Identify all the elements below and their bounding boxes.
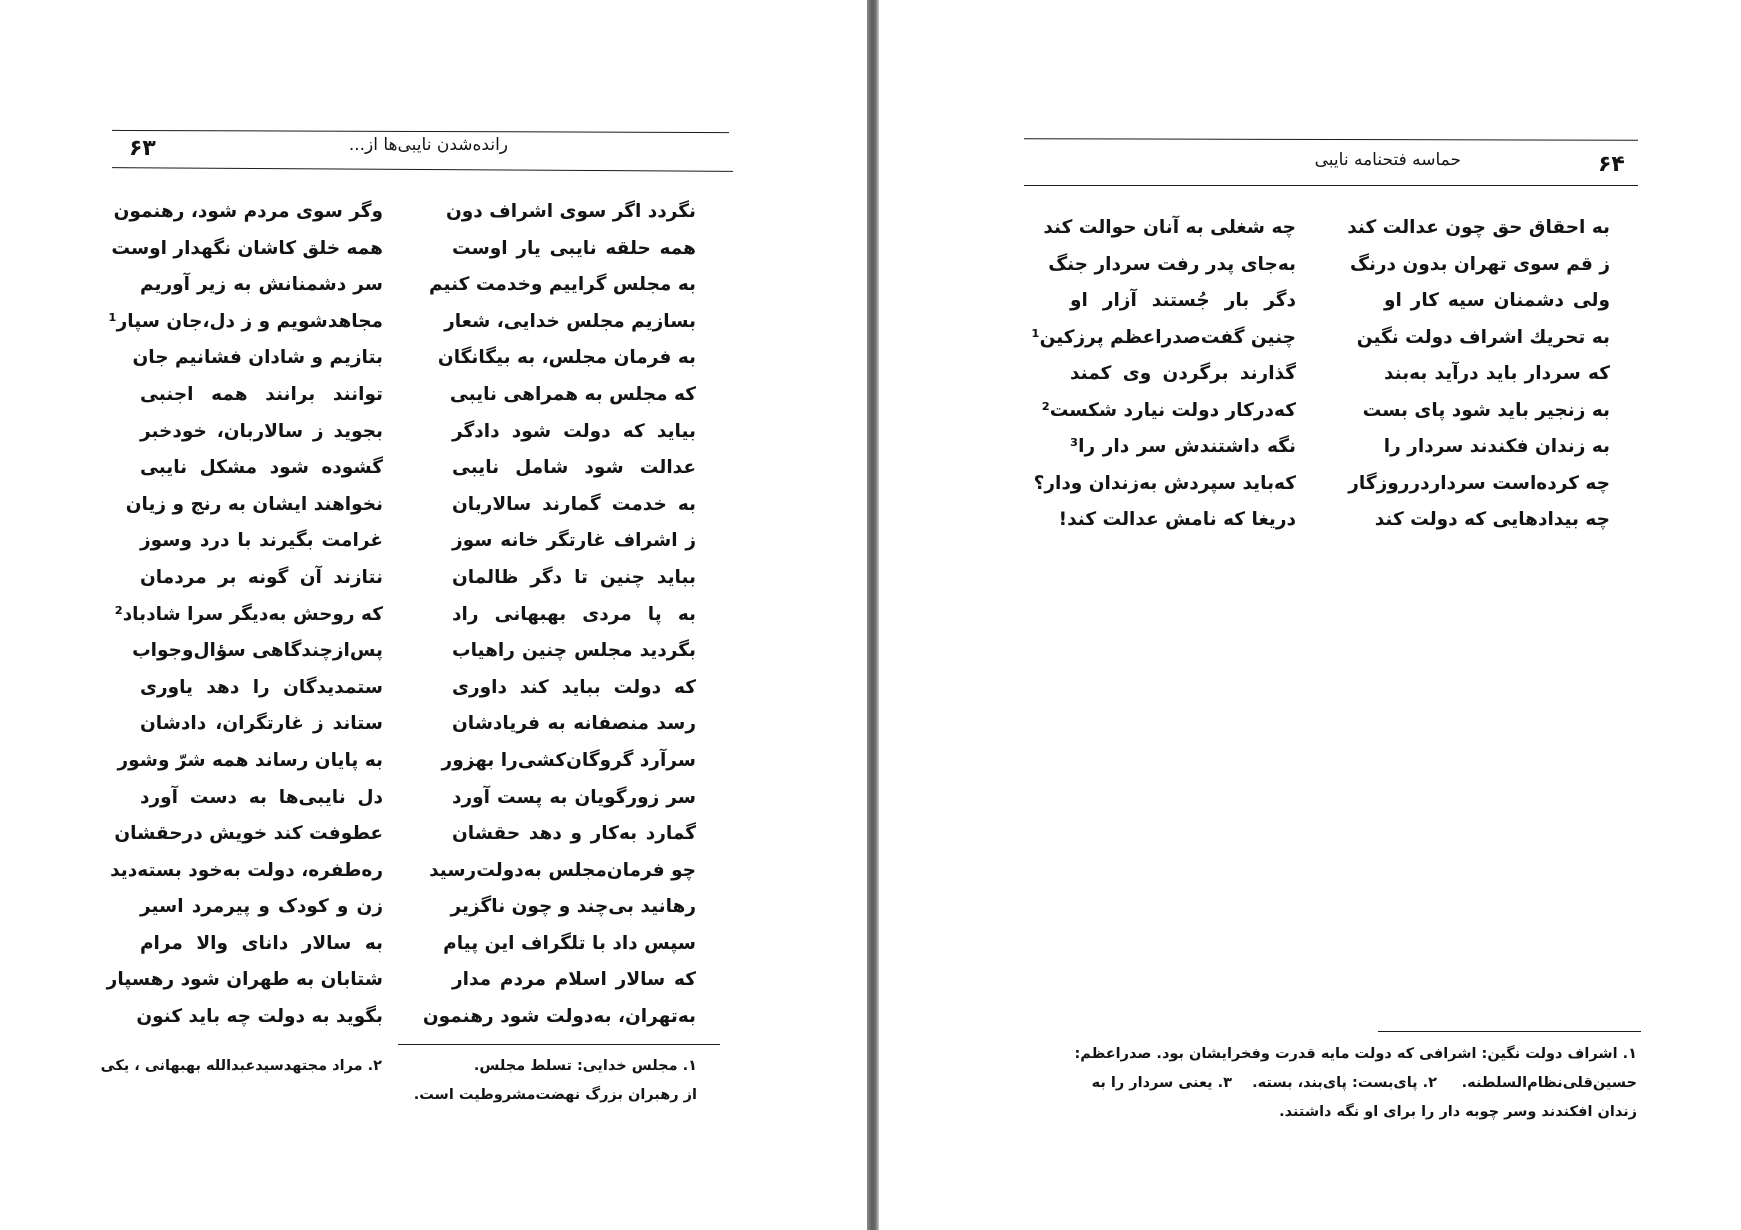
- verse-line: چنین گفت‌صدراعظم پرزکین¹: [1031, 326, 1296, 348]
- verse-line: به سالار دانای والا مرام: [140, 932, 383, 954]
- verse-line: که سردار باید درآید به‌بند: [1384, 363, 1610, 384]
- verse-line: عدالت شود شامل نایبی: [452, 457, 696, 479]
- verse-column-right: [422, 194, 696, 1036]
- verse-line: به‌جای پدر رفت سردار جنگ: [1048, 253, 1296, 275]
- page-number: ۶۴: [1598, 152, 1625, 177]
- verse-line: نتازند آن گونه بر مردمان: [140, 566, 383, 588]
- verse-line: ستاند ز غارتگران، دادشان: [140, 713, 383, 735]
- verse-line: گذارند برگردن وی کمند: [1070, 363, 1296, 384]
- verse-line: بباید چنین تا دگر ظالمان: [452, 566, 696, 588]
- running-head: رانده‌شدن نایبی‌ها از...: [348, 135, 508, 155]
- footnote-2: ۲. پای‌بست: پای‌بند، بسته.: [1252, 1075, 1437, 1091]
- verse-line: ستمدیدگان را دهد یاوری: [140, 676, 383, 698]
- verse-line: چو فرمان‌مجلس به‌دولت‌رسید: [429, 859, 696, 881]
- verse-line: پس‌ازچندگاهی سؤال‌وجواب: [132, 640, 383, 662]
- footnote-3: ۳. یعنی سردار را به: [1091, 1075, 1232, 1091]
- verse-line: چه کرده‌است سردار‌درروزگار: [1348, 472, 1610, 494]
- verse-line: رهانید بی‌چند و چون ناگزیر: [450, 896, 696, 918]
- footnote-2: ۲. مراد مجتهدسیدعبدالله بهبهانی ، یکی: [100, 1058, 382, 1074]
- verse-line: توانند برانند همه اجنبی: [140, 383, 383, 405]
- header-rule-bottom: [112, 167, 733, 172]
- verse-line: همه خلق کاشان نگهدار اوست: [111, 237, 383, 259]
- verse-line: ولی دشمنان سیه کار او: [1384, 290, 1610, 311]
- verse-line: عطوفت کند خویش درحقشان: [114, 823, 383, 845]
- verse-line: سپس داد با تلگراف این پیام: [443, 932, 696, 954]
- verse-line: به زندان فکندند سردار را: [1383, 436, 1610, 457]
- verse-line: سرآرد گروگان‌کشی‌را بهزور: [441, 749, 696, 771]
- verse-line: به فرمان مجلس، به بیگانگان: [437, 347, 696, 369]
- verse-line: که‌باید سپردش به‌زندان ودار؟: [1033, 472, 1296, 494]
- verse-line: غرامت بگیرند با درد وسوز: [140, 530, 383, 552]
- verse-column-right: [1347, 210, 1610, 539]
- verse-line: چه شغلی به آنان حوالت کند: [1043, 217, 1296, 238]
- verse-line: رسد منصفانه به فریادشان: [452, 713, 696, 735]
- verse-line: ز قم سوی تهران بدون درنگ: [1350, 253, 1610, 275]
- verse-line: به پا مردی بهبهانی راد: [452, 603, 696, 625]
- verse-line: به پایان رساند همه شرّ وشور: [117, 749, 383, 771]
- footnote-2-continuation: از رهبران بزرگ نهضت‌مشروطیت است.: [413, 1087, 697, 1103]
- page-number: ۶۳: [129, 136, 156, 161]
- footnote-1-continuation: حسین‌قلی‌نظام‌السلطنه.: [1461, 1075, 1637, 1091]
- footnote-rule: [1378, 1031, 1641, 1032]
- verse-line: سر دشمنانش به زیر آوریم: [140, 274, 383, 296]
- verse-column-left: [106, 194, 383, 1036]
- verse-line: به خدمت گمارند سالاربان: [452, 493, 696, 515]
- verse-line: دگر بار جُستند آزار او: [1070, 290, 1296, 311]
- verse-line: همه حلقه نایبی یار اوست: [452, 237, 696, 259]
- verse-line: زن و کودک و پیرمرد اسیر: [140, 896, 383, 918]
- footnote-1: ۱. اشراف دولت نگین: اشرافی که دولت مایه قدرت وفخرایشان بود. صدراعظم:: [1074, 1046, 1637, 1062]
- verse-line: ره‌طفره، دولت به‌خود بسته‌دید: [110, 859, 383, 881]
- verse-line: وگر سوی مردم شود، رهنمون: [113, 201, 383, 222]
- verse-line: چه بیدادهایی که دولت کند: [1374, 509, 1610, 530]
- verse-line: بجوید ز سالاربان، خودخبر: [140, 420, 383, 442]
- verse-line: گشوده شود مشکل نایبی: [140, 457, 383, 479]
- verse-line: که روحش به‌دیگر سرا شادباد²: [114, 603, 383, 625]
- verse-line: به تحریك اشراف دولت نگین: [1356, 326, 1610, 348]
- page-64: [879, 0, 1741, 1230]
- header-rule-top: [1024, 138, 1638, 141]
- verse-line: نگه داشتندش سر دار را³: [1070, 436, 1296, 457]
- page-63: [0, 0, 867, 1230]
- running-head: حماسه فتحنامه نایبی: [1314, 150, 1461, 170]
- verse-line: به زنجیر باید شود پای بست: [1362, 399, 1610, 421]
- verse-line: نگردد اگر سوی اشراف دون: [446, 201, 696, 222]
- verse-line: که‌درکار دولت نیارد شکست²: [1041, 399, 1296, 421]
- verse-line: مجاهدشویم و ز دل،جان سپار¹: [108, 310, 383, 332]
- verse-line: شتابان به طهران شود رهسپار: [106, 969, 383, 991]
- verse-line: بگوید به دولت چه باید کنون: [136, 1006, 383, 1028]
- verse-line: بسازیم مجلس خدایی، شعار: [444, 310, 696, 332]
- footnote-1: ۱. مجلس خدایی: تسلط مجلس.: [473, 1058, 697, 1074]
- header-rule-top: [112, 130, 729, 133]
- verse-line: ز اشراف غارتگر خانه سوز: [452, 530, 696, 552]
- verse-column-left: [1031, 210, 1296, 539]
- verse-line: که مجلس به همراهی نایبی: [449, 383, 696, 405]
- verse-line: دریغا که نامش عدالت کند!: [1058, 509, 1296, 530]
- verse-line: بگردید مجلس چنین راهیاب: [452, 640, 696, 662]
- footnote-3-continuation: زندان افکندند وسر چوبه دار را برای او نگه داشتند.: [1279, 1104, 1637, 1120]
- book-gutter: [867, 0, 879, 1230]
- verse-line: به احقاق حق چون عدالت کند: [1347, 217, 1610, 238]
- verse-line: به مجلس گراییم وخدمت کنیم: [429, 274, 696, 296]
- verse-line: نخواهند ایشان به رنج و زیان: [125, 493, 383, 515]
- verse-line: دل نایبی‌ها به دست آورد: [140, 786, 383, 808]
- verse-line: که دولت بباید کند داوری: [452, 676, 696, 698]
- header-rule-bottom: [1024, 185, 1638, 186]
- verse-line: سر زورگویان به پست آورد: [452, 786, 696, 808]
- verse-line: بتازیم و شادان فشانیم جان: [132, 347, 383, 369]
- verse-line: که سالار اسلام مردم مدار: [452, 969, 696, 991]
- footnote-rule: [398, 1044, 720, 1045]
- verse-line: به‌تهران، به‌دولت شود رهنمون: [422, 1006, 696, 1028]
- verse-line: گمارد به‌کار و دهد حقشان: [452, 823, 696, 845]
- verse-line: بیاید که دولت شود دادگر: [452, 420, 696, 442]
